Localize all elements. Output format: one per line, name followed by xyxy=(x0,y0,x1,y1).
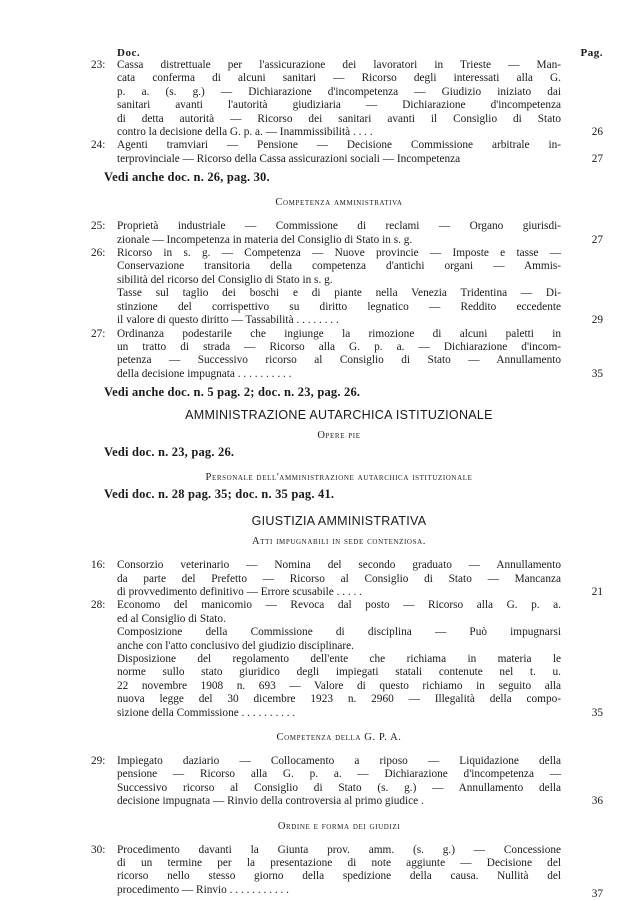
entry-line: Conservazione transitoria della competenza d'antichi organi — Ammis- xyxy=(117,260,561,273)
entry-number: 25: xyxy=(91,220,106,233)
entry-line: di provvedimento definitivo — Errore scusabile . . . . . xyxy=(117,585,363,598)
entry-26 xyxy=(91,247,603,327)
cross-reference: Vedi doc. n. 23, pag. 26. xyxy=(104,445,235,460)
entry-line: pensione — Ricorso alla G. p. a. — Dichiarazione d'incompetenza — xyxy=(117,768,561,781)
header-doc-label: Doc. xyxy=(117,47,141,59)
entry-29 xyxy=(91,755,603,809)
page-reference: 35 xyxy=(591,706,603,719)
page-reference: 29 xyxy=(591,314,603,327)
entry-line: sibilità del ricorso del Consiglio di Stato in s. g. xyxy=(117,273,333,286)
subsection-heading: Personale dell'amministrazione autarchica istituzionale xyxy=(205,472,473,484)
page-reference: 37 xyxy=(591,887,603,900)
entry-line: 22 novembre 1908 n. 693 — Valore di questo richiamo in seguito alla xyxy=(117,679,561,692)
cross-reference: Vedi anche doc. n. 26, pag. 30. xyxy=(104,170,270,185)
entry-line: da parte del Prefetto — Ricorso al Consiglio di Stato — Mancanza xyxy=(117,572,561,585)
subsection-heading: Opere pie xyxy=(317,430,361,442)
entry-16 xyxy=(91,559,603,599)
page-reference: 27 xyxy=(591,233,603,246)
page-header xyxy=(117,47,603,59)
entry-line: di detta autorità — Ricorso dei sanitari avanti il Consiglio di Stato xyxy=(117,112,561,125)
entry-line: il valore di questo diritto — Tassabilità . . . . . . . . xyxy=(117,314,339,327)
entry-line: ed al Consiglio di Stato. xyxy=(117,612,226,625)
entry-line: un tratto di strada — Ricorso alla G. p. a. — Dichiarazione d'incom- xyxy=(117,340,561,353)
entry-line: Disposizione del regolamento dell'ente che richiama in materia le xyxy=(117,652,561,665)
entry-number: 28: xyxy=(91,599,106,612)
page-reference: 26 xyxy=(591,126,603,139)
section-heading: AMMINISTRAZIONE AUTARCHICA ISTITUZIONALE xyxy=(185,408,493,423)
cross-reference: Vedi doc. n. 28 pag. 35; doc. n. 35 pag. 41. xyxy=(104,487,335,502)
page-reference: 36 xyxy=(591,795,603,808)
entry-line: Economo del manicomio — Revoca dal posto — Ricorso alla G. p. a. xyxy=(117,599,561,612)
section-heading: GIUSTIZIA AMMINISTRATIVA xyxy=(251,514,427,529)
entry-line: della decisione impugnata . . . . . . . . . . xyxy=(117,367,292,380)
entry-24 xyxy=(91,139,603,166)
entry-number: 16: xyxy=(91,559,106,572)
entry-number: 29: xyxy=(91,755,106,767)
entry-line: Consorzio veterinario — Nomina del secondo graduato — Annullamento xyxy=(117,559,561,572)
entry-line: norme sullo stato giuridico degli impiegati statali contenute nel t. u. xyxy=(117,666,561,679)
page-reference: 27 xyxy=(591,152,603,165)
entry-number: 26: xyxy=(91,247,106,260)
entry-25 xyxy=(91,220,603,247)
entry-line: p. a. (s. g.) — Dichiarazione d'incompetenza — Giudizio iniziato dai xyxy=(117,85,561,98)
entry-line: nuova legge del 30 dicembre 1923 n. 2960 — Illegalità della compo- xyxy=(117,693,561,706)
entry-line: Successivo ricorso al Consiglio di Stato (s. g.) — Annullamento della xyxy=(117,781,561,794)
section-heading: Competenza amministrativa xyxy=(275,197,403,209)
page-reference: 35 xyxy=(591,367,603,380)
cross-reference: Vedi anche doc. n. 5 pag. 2; doc. n. 23, pag. 26. xyxy=(104,385,361,400)
entry-line: zionale — Incompetenza in materia del Consiglio di Stato in s. g. xyxy=(117,233,413,246)
entry-line: Cassa distrettuale per l'assicurazione dei lavoratori in Trieste — Man- xyxy=(117,59,561,71)
entry-number: 30: xyxy=(91,843,106,856)
entry-line: contro la decisione della G. p. a. — Inammissibilità . . . . xyxy=(117,126,373,139)
entry-line: Composizione della Commissione di disciplina — Può impugnarsi xyxy=(117,626,561,639)
entry-line: terprovinciale — Ricorso della Cassa assicurazioni sociali — Incompetenza xyxy=(117,152,461,165)
entry-number: 23: xyxy=(91,59,106,71)
entry-line: Ordinanza podestarile che ingiunge la rimozione di alcuni paletti in xyxy=(117,327,561,340)
subsection-heading: Competenza della G. P. A. xyxy=(276,732,402,743)
entry-line: sizione della Commissione . . . . . . . . . . xyxy=(117,706,296,719)
entry-line: stinzione del corrispettivo su diritto legnatico — Reddito eccedente xyxy=(117,300,561,313)
entry-line: anche con l'atto conclusivo del giudizio disciplinare. xyxy=(117,639,355,652)
entry-number: 27: xyxy=(91,327,106,340)
entry-line: di un termine per la presentazione di note aggiunte — Decisione del xyxy=(117,857,561,870)
entry-line: ricorso nello stesso giorno della spedizione della causa. Nullità del xyxy=(117,870,561,883)
subsection-heading: Ordine e forma dei giudizi xyxy=(277,820,401,832)
entry-line: Proprietà industriale — Commissione di reclami — Organo giurisdi- xyxy=(117,220,561,233)
entry-line: Agenti tramviari — Pensione — Decisione Commissione arbitrale in- xyxy=(117,139,561,152)
entry-28 xyxy=(91,599,603,720)
entry-line: Impiegato daziario — Collocamento a riposo — Liquidazione della xyxy=(117,755,561,767)
entry-line: Procedimento davanti la Giunta prov. amm. (s. g.) — Concessione xyxy=(117,843,561,856)
entry-line: procedimento — Rinvio . . . . . . . . . . . xyxy=(117,883,289,896)
entry-30 xyxy=(91,843,603,900)
entry-27 xyxy=(91,327,603,382)
entry-line: petenza — Successivo ricorso al Consiglio di Stato — Annullamento xyxy=(117,354,561,367)
entry-number: 24: xyxy=(91,139,106,152)
entry-line: Tasse sul taglio dei boschi e di piante nella Venezia Tridentina — Di- xyxy=(117,287,561,300)
entry-line: cata conferma di alcuni sanitari — Ricorso degli interessati alla G. xyxy=(117,72,561,85)
page-reference: 21 xyxy=(591,585,603,598)
entry-line: decisione impugnata — Rinvio della controversia al primo giudice . xyxy=(117,795,424,808)
subsection-heading: Atti impugnabili in sede contenziosa. xyxy=(252,536,426,548)
entry-line: sanitari avanti l'autorità giudiziaria — Dichiarazione d'incompetenza xyxy=(117,99,561,112)
entry-23 xyxy=(91,59,603,139)
entry-line: Ricorso in s. g. — Competenza — Nuove provincie — Imposte e tasse — xyxy=(117,247,561,260)
header-page-label: Pag. xyxy=(580,47,603,59)
